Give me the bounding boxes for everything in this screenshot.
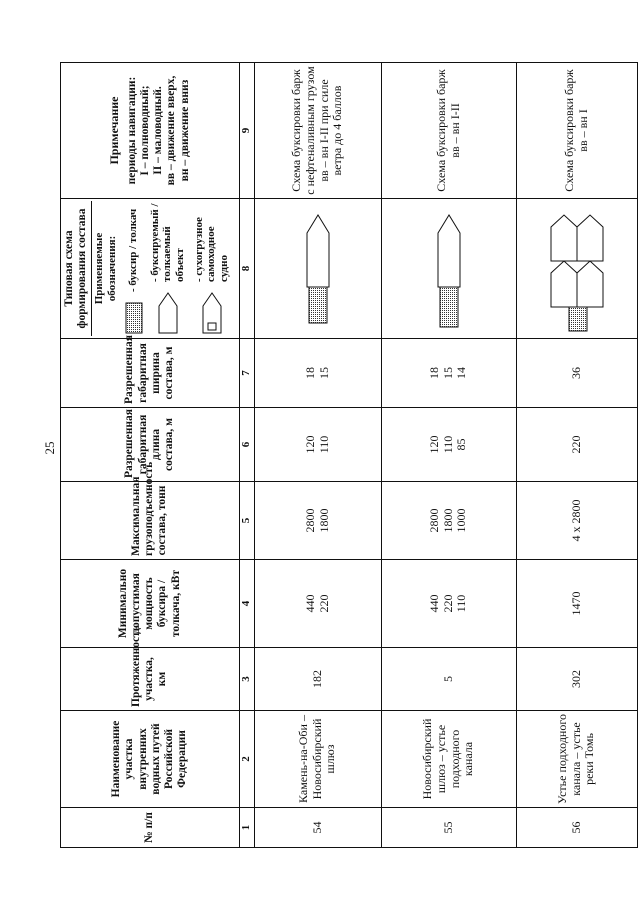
note-line-3: II – маловодный.: [152, 86, 165, 175]
scheme-cell: [516, 199, 637, 339]
col-num: 8: [239, 199, 254, 339]
col-num: 1: [239, 808, 254, 848]
legend-item-barge: [149, 201, 187, 334]
value: 85: [454, 438, 469, 451]
header-note: [61, 63, 240, 199]
row-number: 55: [381, 808, 516, 848]
max-width-cell: [381, 339, 516, 408]
section-name: Новосибирский шлюз – устье подходного канала: [381, 711, 516, 808]
value: 220: [440, 594, 455, 613]
header-power: Минимально допустимая мощность буксира / толкача, кВт: [61, 560, 240, 648]
value: 15: [440, 367, 455, 379]
max-length-cell: [381, 408, 516, 482]
power-cell: [254, 560, 381, 648]
note-line-5: вн – движение вниз: [178, 79, 191, 182]
value: 36: [568, 367, 583, 379]
header-max-width: Разрешенная габаритная ширина состава, м: [61, 339, 240, 408]
scheme-cell: [254, 199, 381, 339]
section-name: Камень-на-Оби – Новосибирский шлюз: [254, 711, 381, 808]
legend-tug-label: - буксир / толкач: [127, 208, 140, 292]
value: 120: [302, 435, 317, 454]
header-capacity: Максимальная грузоподъемность состава, тонн: [61, 482, 240, 560]
navigation-table: [60, 62, 638, 848]
table-row: [516, 63, 637, 848]
header-length: Протяженность участка, км: [61, 648, 240, 711]
note-cell: Схема буксировки барж с нефтеналивным грузом вв – вн I-II при силе ветра до 4 баллов: [254, 63, 381, 199]
tug-barge-scheme-icon: [301, 204, 335, 334]
max-width-cell: [254, 339, 381, 408]
row-number: 56: [516, 808, 637, 848]
col-num: 5: [239, 482, 254, 560]
power-cell: [516, 560, 637, 648]
row-number: 54: [254, 808, 381, 848]
cargo-ship-icon: [202, 292, 222, 334]
note-line-4: вв – движение вверх,: [165, 75, 178, 186]
value: 110: [440, 435, 455, 454]
col-num: 9: [239, 63, 254, 199]
col-num: 7: [239, 339, 254, 408]
col-num: 2: [239, 711, 254, 808]
note-line-1: периоды навигации:: [125, 76, 138, 185]
header-max-length: Разрешенная габаритная длина состава, м: [61, 408, 240, 482]
col-num: 4: [239, 560, 254, 648]
scheme-title: Типовая схема формирования состава: [63, 208, 89, 329]
scheme-cell: [381, 199, 516, 339]
max-length-cell: [254, 408, 381, 482]
header-row: [61, 63, 240, 848]
note-line-2: I – полноводный;: [138, 85, 151, 176]
note-title: Примечание: [106, 96, 121, 165]
legend-item-cargo-ship: [193, 201, 231, 334]
legend-title: Применяемые обозначения:: [91, 201, 118, 336]
value: 440: [302, 594, 317, 613]
value: 220: [568, 435, 583, 454]
table-row: [381, 63, 516, 848]
note-cell: Схема буксировки барж вв – вн I: [516, 63, 637, 199]
value: 1470: [568, 591, 583, 616]
section-name: Устье подходного канала – устье реки Томь: [516, 711, 637, 808]
value: 1800: [440, 508, 455, 533]
legend-barge-label: - буксируемый / толкаемый объект: [148, 203, 186, 282]
col-num: 6: [239, 408, 254, 482]
header-scheme: [61, 199, 240, 339]
value: 18: [302, 367, 317, 379]
capacity-cell: [381, 482, 516, 560]
legend-item-tug: [125, 201, 143, 334]
max-width-cell: [516, 339, 637, 408]
value: 220: [316, 594, 331, 613]
header-section-name: Наименование участка внутренних водных путей Российской Федерации: [61, 711, 240, 808]
value: 2800: [426, 508, 441, 533]
value: 15: [316, 367, 331, 379]
value: 110: [454, 594, 469, 613]
value: 440: [426, 594, 441, 613]
col-num: 3: [239, 648, 254, 711]
header-number: № п/п: [61, 808, 240, 848]
page-number: 25: [42, 441, 57, 455]
table-row: [254, 63, 381, 848]
column-number-row: [239, 63, 254, 848]
value: 1000: [454, 508, 469, 533]
value: 1800: [316, 508, 331, 533]
barge-icon: [158, 292, 178, 334]
section-length: 302: [516, 648, 637, 711]
value: 18: [426, 367, 441, 379]
tug-barge-scheme-icon: [432, 204, 466, 334]
value: 14: [454, 367, 469, 379]
tug-icon: [125, 302, 143, 334]
value: 120: [426, 435, 441, 454]
note-cell: Схема буксировки барж вв – вн I-II: [381, 63, 516, 199]
value: 4 x 2800: [568, 499, 583, 542]
rotated-table-wrapper: [60, 63, 605, 848]
value: 2800: [302, 508, 317, 533]
tug-four-barges-scheme-icon: [547, 199, 607, 335]
value: 110: [316, 435, 331, 454]
max-length-cell: [516, 408, 637, 482]
capacity-cell: [516, 482, 637, 560]
capacity-cell: [254, 482, 381, 560]
power-cell: [381, 560, 516, 648]
legend-cargo-ship-label: - сухогрузное самоходное судно: [192, 217, 230, 282]
section-length: 182: [254, 648, 381, 711]
section-length: 5: [381, 648, 516, 711]
